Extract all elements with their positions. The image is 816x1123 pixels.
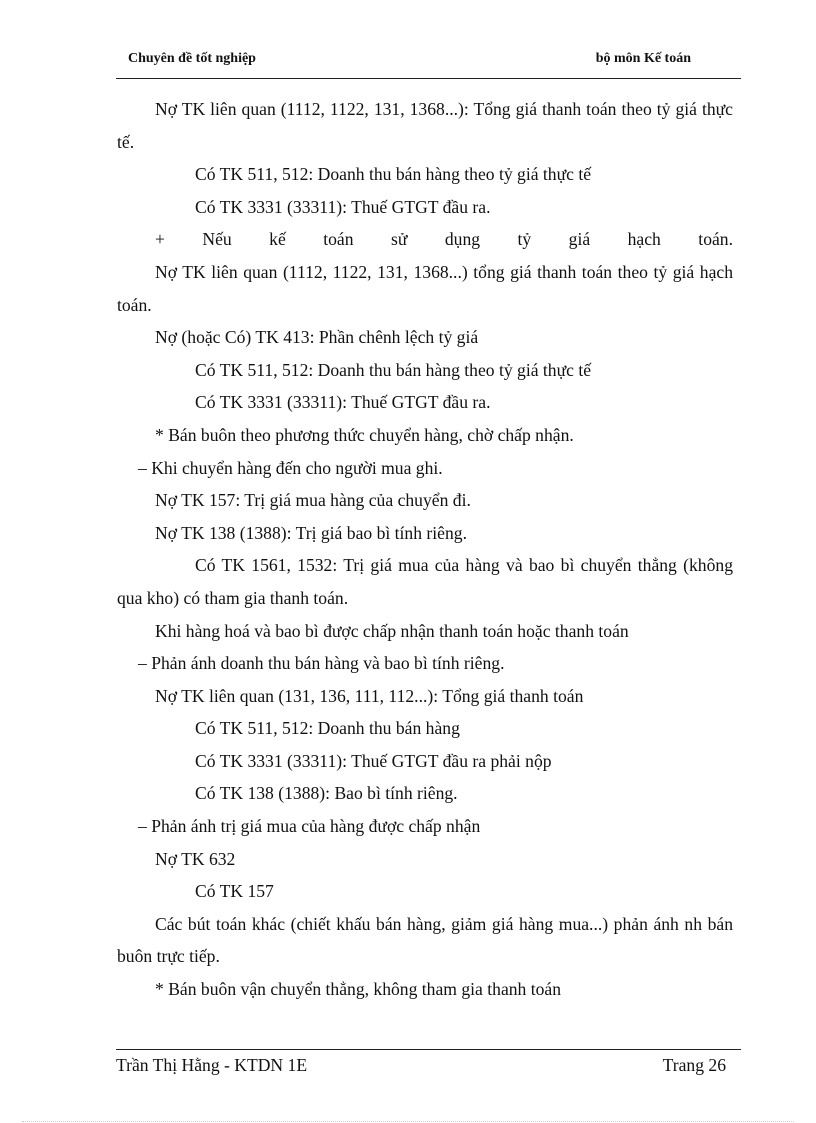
paragraph: Có TK 511, 512: Doanh thu bán hàng theo tỷ giá thực tế [195, 359, 592, 380]
page-header [116, 44, 741, 79]
page-edge-divider [22, 1121, 794, 1122]
paragraph: Khi hàng hoá và bao bì được chấp nhận thanh toán hoặc thanh toán [155, 620, 629, 641]
paragraph: Có TK 138 (1388): Bao bì tính riêng. [195, 783, 458, 804]
header-title: Chuyên đề tốt nghiệp [128, 51, 256, 66]
list-item: – Phản ánh trị giá mua của hàng được chấp nhận [138, 816, 481, 837]
page-footer [116, 1049, 741, 1084]
paragraph: Có TK 1561, 1532: Trị giá mua của hàng và bao bì chuyển thẳng (không qua kho) có tham gia thanh toán. [117, 555, 733, 608]
paragraph: + Nếu kế toán sử dụng tỷ giá hạch toán. [155, 229, 733, 250]
paragraph: Có TK 511, 512: Doanh thu bán hàng [195, 718, 460, 739]
paragraph: * Bán buôn vận chuyển thẳng, không tham gia thanh toán [155, 979, 562, 1000]
paragraph: Các bút toán khác (chiết khấu bán hàng, giảm giá hàng mua...) phản ánh nh bán buôn trực tiếp. [117, 913, 733, 967]
header-subject: bộ môn Kế toán [595, 51, 691, 66]
paragraph: Có TK 511, 512: Doanh thu bán hàng theo tỷ giá thực tế [195, 164, 592, 185]
footer-author: Trần Thị Hằng - KTDN 1E [116, 1055, 308, 1075]
paragraph: Có TK 3331 (33311): Thuế GTGT đầu ra phải nộp [195, 750, 552, 771]
paragraph: Có TK 157 [195, 881, 274, 902]
paragraph: * Bán buôn theo phương thức chuyển hàng, chờ chấp nhận. [155, 424, 574, 445]
paragraph: Nợ TK liên quan (1112, 1122, 131, 1368...): Tổng giá thanh toán theo tỷ giá thực tế. [117, 99, 733, 152]
paragraph: Nợ (hoặc Có) TK 413: Phần chênh lệch tỷ giá [155, 327, 479, 348]
document-body [117, 93, 733, 1006]
list-item: – Khi chuyển hàng đến cho người mua ghi. [138, 457, 443, 478]
paragraph: Có TK 3331 (33311): Thuế GTGT đầu ra. [195, 392, 491, 413]
paragraph: Có TK 3331 (33311): Thuế GTGT đầu ra. [195, 196, 491, 217]
paragraph: Nợ TK 157: Trị giá mua hàng của chuyển đi. [155, 490, 471, 511]
paragraph: Nợ TK liên quan (1112, 1122, 131, 1368...) tổng giá thanh toán theo tỷ giá hạch toán. [117, 261, 733, 315]
paragraph: Nợ TK liên quan (131, 136, 111, 112...): Tổng giá thanh toán [155, 685, 584, 706]
paragraph: Nợ TK 138 (1388): Trị giá bao bì tính riêng. [155, 522, 467, 543]
list-item: – Phản ánh doanh thu bán hàng và bao bì tính riêng. [138, 653, 505, 674]
paragraph: Nợ TK 632 [155, 848, 236, 869]
page-number: Trang 26 [662, 1055, 726, 1075]
